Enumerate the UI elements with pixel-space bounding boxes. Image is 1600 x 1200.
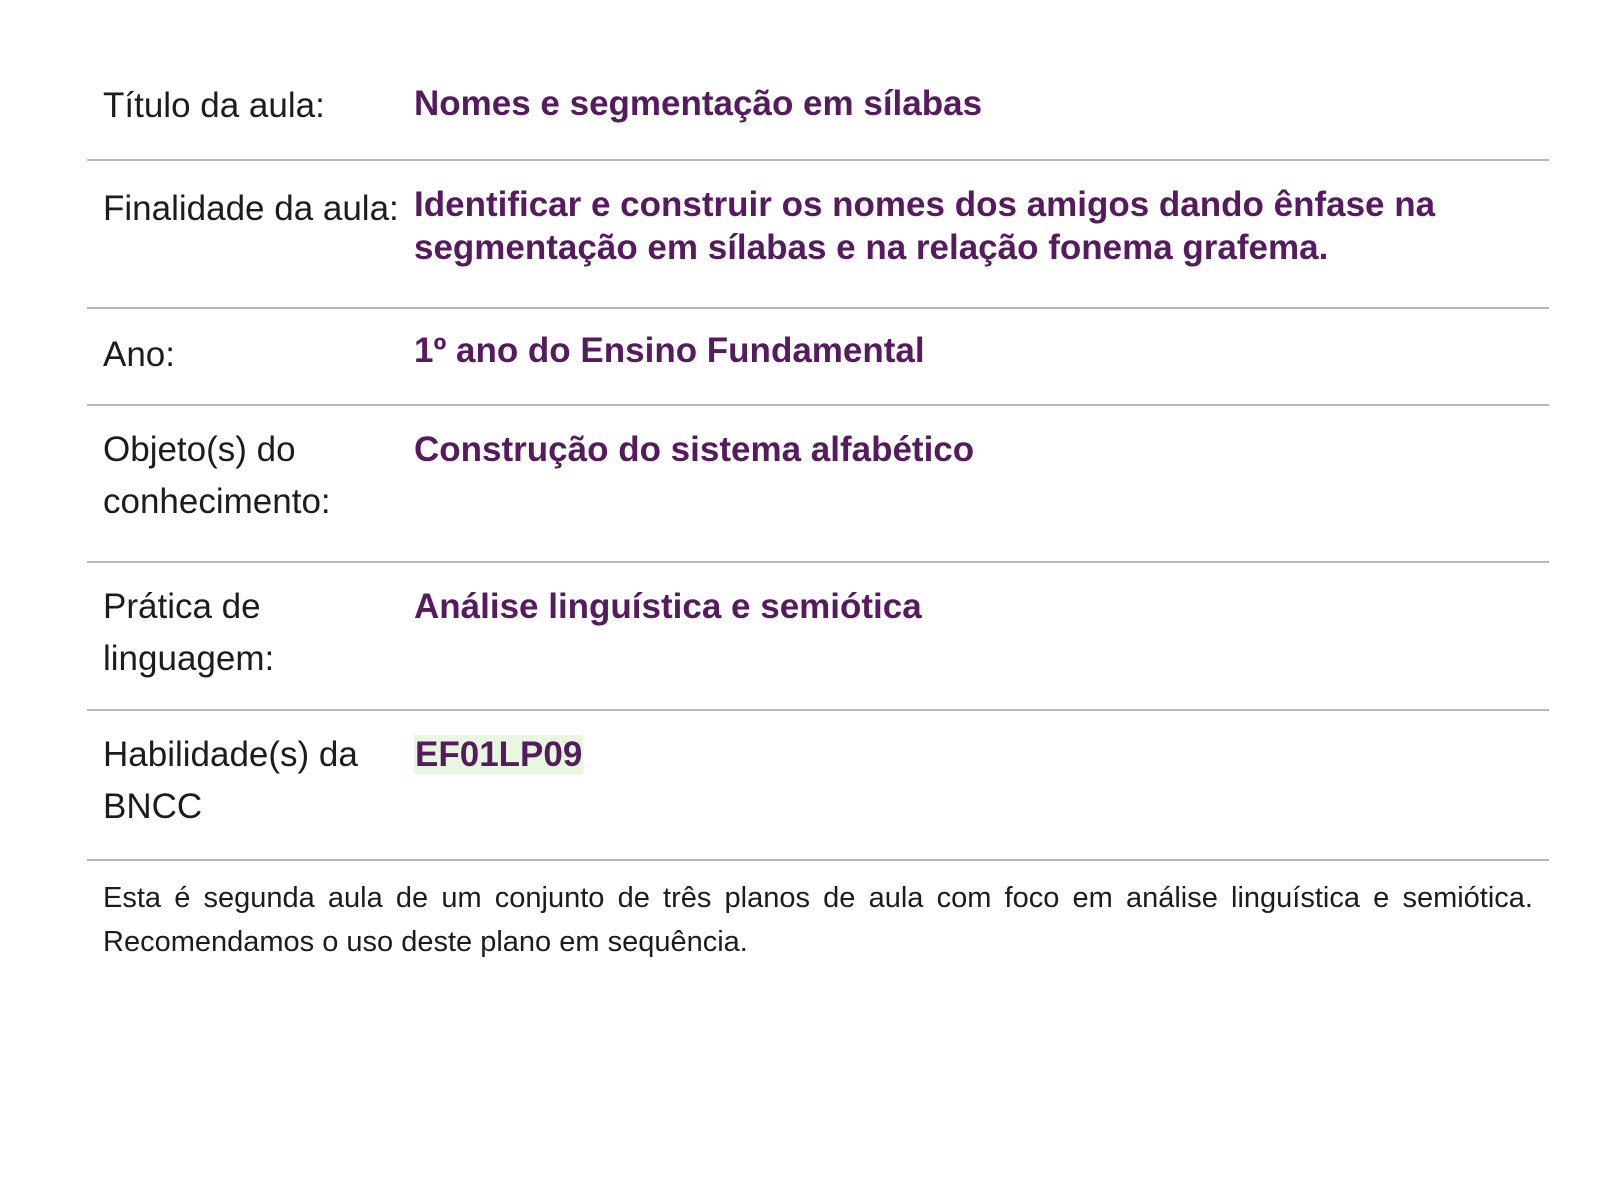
bncc-skills-value-wrap [414, 729, 1549, 776]
row-year [87, 309, 1549, 406]
row-lesson-title [87, 58, 1549, 161]
lesson-plan-table [87, 58, 1549, 964]
lesson-title-value: Nomes e segmentação em sílabas [414, 84, 983, 123]
sequence-note: Esta é segunda aula de um conjunto de três planos de aula com foco em análise linguística e semiótica. Recomendamos o uso deste plano em sequência. [103, 882, 1533, 958]
year-label: Ano: [103, 335, 175, 374]
row-knowledge-object [87, 406, 1549, 563]
bncc-skills-label: Habilidade(s) da BNCC [103, 735, 358, 826]
language-practice-value: Análise linguística e semiótica [414, 587, 922, 626]
row-bncc-skills [87, 711, 1549, 861]
row-lesson-goal [87, 161, 1549, 309]
language-practice-label: Prática de linguagem: [103, 587, 275, 678]
row-language-practice [87, 563, 1549, 711]
lesson-goal-value: Identificar e construir os nomes dos amigos dando ênfase na segmentação em sílabas e na relação fonema grafema. [414, 185, 1436, 267]
knowledge-object-label: Objeto(s) do conhecimento: [103, 430, 331, 521]
bncc-skill-code: EF01LP09 [415, 735, 583, 774]
lesson-title-label: Título da aula: [103, 86, 325, 125]
knowledge-object-value: Construção do sistema alfabético [414, 430, 975, 469]
lesson-goal-label: Finalidade da aula: [103, 189, 399, 228]
year-value: 1º ano do Ensino Fundamental [414, 331, 925, 370]
